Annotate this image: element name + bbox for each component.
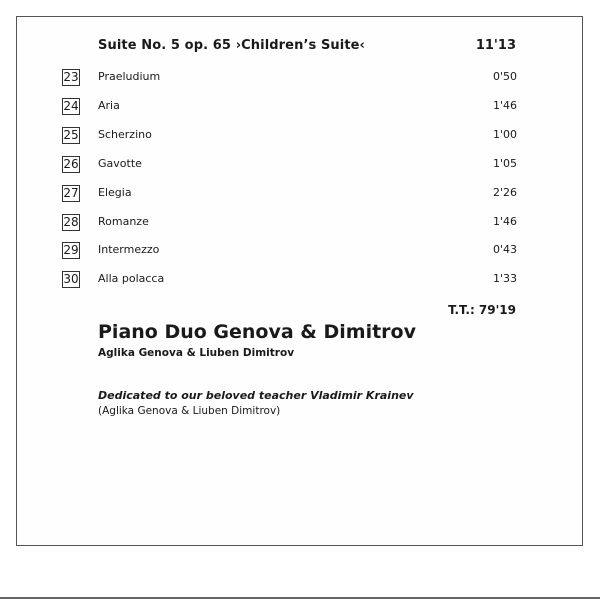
track-title: Intermezzo <box>98 243 160 256</box>
track-row <box>62 98 517 118</box>
track-row <box>62 127 517 147</box>
track-number: 24 <box>63 99 79 113</box>
track-number: 26 <box>63 157 79 171</box>
track-title: Alla polacca <box>98 272 165 285</box>
track-number: 28 <box>63 215 79 229</box>
total-time: T.T.: 79'19 <box>448 303 516 317</box>
track-number: 29 <box>63 243 79 257</box>
dedication-text: Dedicated to our beloved teacher Vladimir Krainev <box>98 389 414 402</box>
track-title: Praeludium <box>98 70 161 83</box>
ensemble-name: Piano Duo Genova & Dimitrov <box>98 321 416 343</box>
ensemble-members: Aglika Genova & Liuben Dimitrov <box>98 347 295 359</box>
track-title: Gavotte <box>98 157 142 170</box>
track-title: Aria <box>98 99 120 112</box>
track-duration: 2'26 <box>492 186 517 199</box>
track-number: 27 <box>63 186 79 200</box>
suite-duration: 11'13 <box>475 38 516 53</box>
track-number: 25 <box>63 128 79 142</box>
track-row <box>62 242 517 262</box>
track-number: 30 <box>63 272 79 286</box>
track-row <box>62 69 517 89</box>
track-row <box>62 271 517 291</box>
track-title: Romanze <box>98 215 149 228</box>
track-row <box>62 185 517 205</box>
track-duration: 0'43 <box>492 243 517 256</box>
track-duration: 1'46 <box>492 99 517 112</box>
track-number: 23 <box>63 70 79 84</box>
track-title: Scherzino <box>98 128 152 141</box>
track-title: Elegia <box>98 186 132 199</box>
bottom-divider <box>0 597 600 599</box>
track-duration: 1'05 <box>492 157 517 170</box>
track-row <box>62 214 517 234</box>
track-row <box>62 156 517 176</box>
dedication-attribution: (Aglika Genova & Liuben Dimitrov) <box>98 405 281 417</box>
suite-title: Suite No. 5 op. 65 ›Children’s Suite‹ <box>98 38 366 53</box>
track-duration: 0'50 <box>492 70 517 83</box>
track-duration: 1'00 <box>492 128 517 141</box>
track-duration: 1'46 <box>492 215 517 228</box>
track-duration: 1'33 <box>492 272 517 285</box>
